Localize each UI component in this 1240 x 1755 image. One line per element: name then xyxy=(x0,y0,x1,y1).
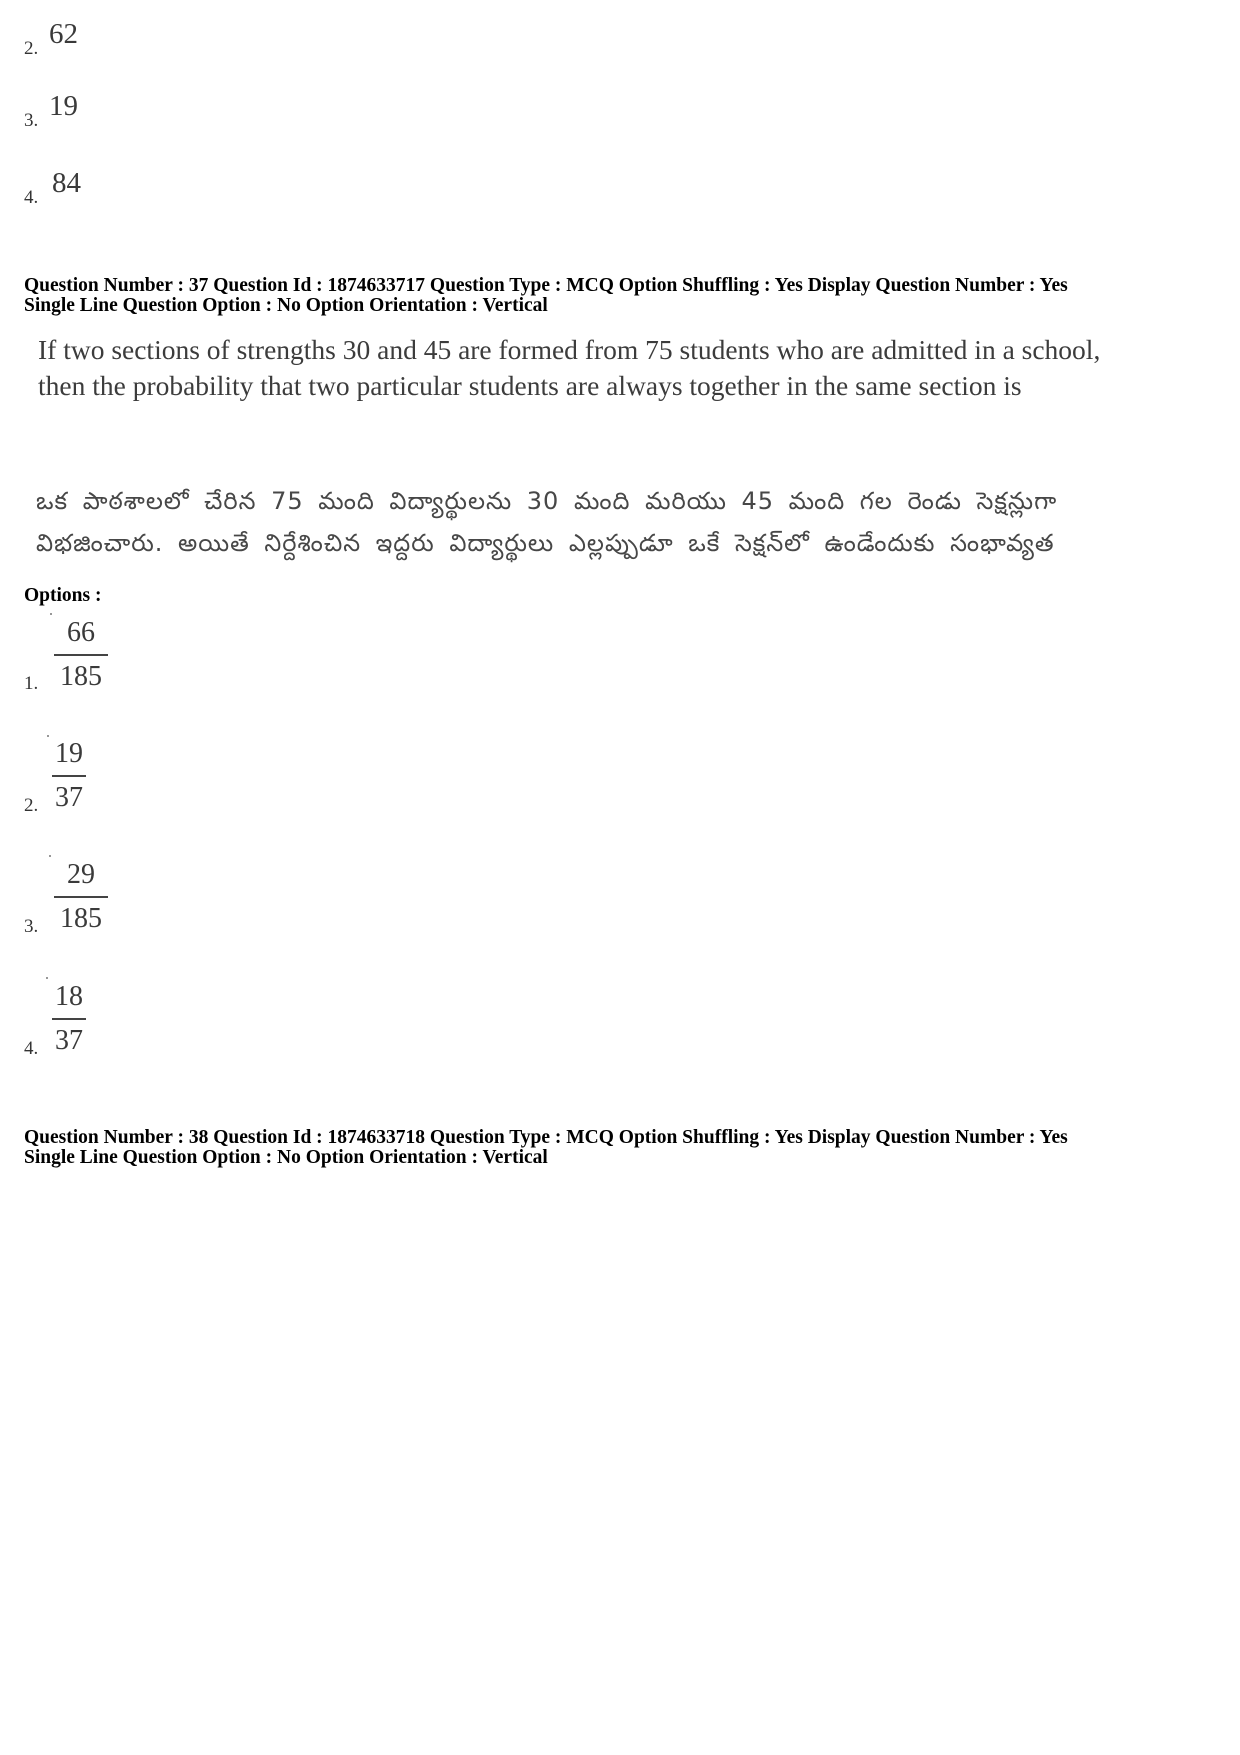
fraction xyxy=(53,616,109,694)
option-number: 2. xyxy=(24,38,39,59)
question-meta-line-2: Single Line Question Option : No Option Orientation : Vertical xyxy=(24,1147,548,1168)
fraction xyxy=(53,858,109,936)
question-text-telugu-line-2: విభజించారు. అయితే నిర్దేశించిన ఇద్దరు విద్యార్థులు ఎల్లప్పుడూ ఒకే సెక్షన్‌లో ఉండేందుకు సంభావ్యత xyxy=(36,529,1055,557)
fraction-denominator: 185 xyxy=(60,661,102,692)
option-value: 62 xyxy=(49,18,78,50)
fraction-numerator: 18 xyxy=(55,981,83,1012)
option-number: 3. xyxy=(24,110,39,131)
fraction-bar xyxy=(52,1018,86,1020)
fraction-denominator: 37 xyxy=(55,782,83,813)
fraction-denominator: 37 xyxy=(55,1025,83,1056)
scan-dot xyxy=(46,977,48,979)
fraction-bar xyxy=(54,654,108,656)
scan-dot xyxy=(50,613,52,615)
question-text-english: If two sections of strengths 30 and 45 are formed from 75 students who are admitted in a school, then the probability that two particular students are always together in the same section is xyxy=(38,334,1101,401)
option-number: 4. xyxy=(24,1038,39,1059)
fraction-bar xyxy=(52,775,86,777)
options-label: Options : xyxy=(24,585,102,606)
question-text-telugu-line-1: ఒక పాఠశాలలో చేరిన 75 మంది విద్యార్థులను 30 మంది మరియు 45 మంది గల రెండు సెక్షన్లుగా xyxy=(36,487,1058,515)
option-number: 4. xyxy=(24,187,39,208)
option-number: 3. xyxy=(24,916,39,937)
fraction-numerator: 66 xyxy=(67,617,95,648)
question-meta-line-2: Single Line Question Option : No Option Orientation : Vertical xyxy=(24,295,548,316)
option-value: 19 xyxy=(49,90,78,122)
scan-dot xyxy=(47,735,49,737)
fraction-denominator: 185 xyxy=(60,903,102,934)
fraction-numerator: 19 xyxy=(55,738,83,769)
scan-dot xyxy=(49,855,51,857)
option-value: 84 xyxy=(52,167,81,199)
fraction-numerator: 29 xyxy=(67,859,95,890)
fraction xyxy=(51,980,87,1058)
question-meta-line-1: Question Number : 38 Question Id : 1874633718 Question Type : MCQ Option Shuffling : Yes Display Question Number : Yes xyxy=(24,1127,1068,1148)
question-meta-line-1: Question Number : 37 Question Id : 1874633717 Question Type : MCQ Option Shuffling : Yes Display Question Number : Yes xyxy=(24,275,1068,296)
fraction-bar xyxy=(54,896,108,898)
fraction xyxy=(51,737,87,815)
option-number: 2. xyxy=(24,795,39,816)
option-number: 1. xyxy=(24,673,39,694)
